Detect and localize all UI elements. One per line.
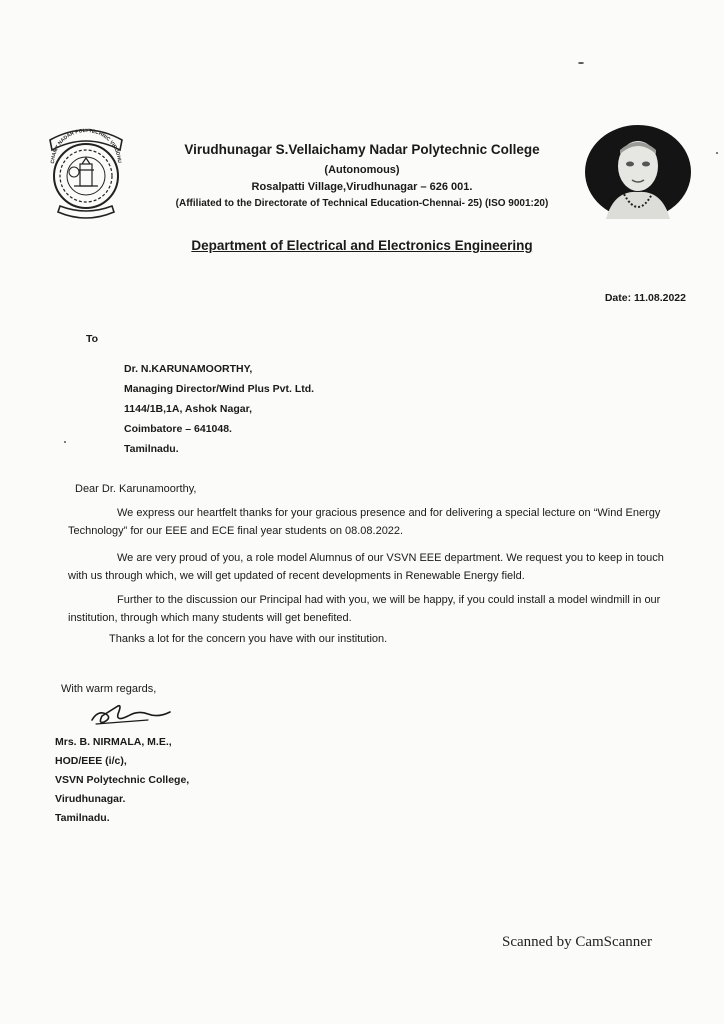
paragraph-1 bbox=[68, 504, 708, 540]
paragraph-2 bbox=[68, 549, 708, 585]
salutation: Dear Dr. Karunamoorthy, bbox=[75, 483, 197, 495]
recipient-address-line: 1144/1B,1A, Ashok Nagar, bbox=[124, 403, 253, 415]
recipient-name: Dr. N.KARUNAMOORTHY, bbox=[124, 363, 253, 375]
scan-speck bbox=[578, 62, 584, 64]
to-label: To bbox=[86, 333, 99, 345]
paragraph-4: Thanks a lot for the concern you have with our institution. bbox=[109, 633, 388, 645]
paragraph-1-line-1: We express our heartfelt thanks for your gracious presence and for delivering a special lecture on “Wind Energy bbox=[117, 507, 661, 519]
signature bbox=[88, 700, 174, 726]
paragraph-1-line-2: Technology” for our EEE and ECE final year students on 08.08.2022. bbox=[68, 525, 404, 537]
recipient-state: Tamilnadu. bbox=[124, 443, 179, 455]
closing: With warm regards, bbox=[61, 683, 157, 695]
college-address: Rosalpatti Village,Virudhunagar – 626 001. bbox=[251, 181, 473, 193]
paragraph-3 bbox=[68, 591, 708, 627]
affiliation-line: (Affiliated to the Directorate of Technical Education-Chennai- 25) (ISO 9001:20) bbox=[175, 198, 549, 209]
department-title: Department of Electrical and Electronics Engineering bbox=[191, 238, 533, 253]
svg-text:VELLAICHAMY NADAR POLYTECHNIC: CHAMY NADAR POLYTECHNIC VIRUDHU bbox=[49, 127, 123, 164]
scan-speck bbox=[716, 152, 718, 154]
recipient-city: Coimbatore – 641048. bbox=[124, 423, 232, 435]
paragraph-3-line-1: Further to the discussion our Principal had with you, we will be happy, if you could install a model windmill in our bbox=[117, 594, 661, 606]
scanner-watermark: Scanned by CamScanner bbox=[502, 934, 652, 950]
signatory-city: Virudhunagar. bbox=[55, 793, 126, 805]
signatory-designation: HOD/EEE (i/c), bbox=[55, 755, 127, 767]
scan-speck bbox=[64, 441, 66, 443]
signatory-state: Tamilnadu. bbox=[55, 812, 110, 824]
paragraph-2-line-2: with us through which, we will get updated of recent developments in Renewable Energy field. bbox=[68, 570, 525, 582]
signatory-institution: VSVN Polytechnic College, bbox=[55, 774, 190, 786]
letter-date: Date: 11.08.2022 bbox=[604, 292, 686, 304]
paragraph-3-line-2: institution, through which many students will get benefited. bbox=[68, 612, 352, 624]
signatory-name: Mrs. B. NIRMALA, M.E., bbox=[55, 736, 172, 748]
paragraph-2-line-1: We are very proud of you, a role model Alumnus of our VSVN EEE department. We request you to keep in touch bbox=[117, 552, 664, 564]
college-name: Virudhunagar S.Vellaichamy Nadar Polytechnic College bbox=[184, 142, 540, 157]
autonomous-label: (Autonomous) bbox=[324, 164, 400, 176]
recipient-designation: Managing Director/Wind Plus Pvt. Ltd. bbox=[124, 383, 315, 395]
